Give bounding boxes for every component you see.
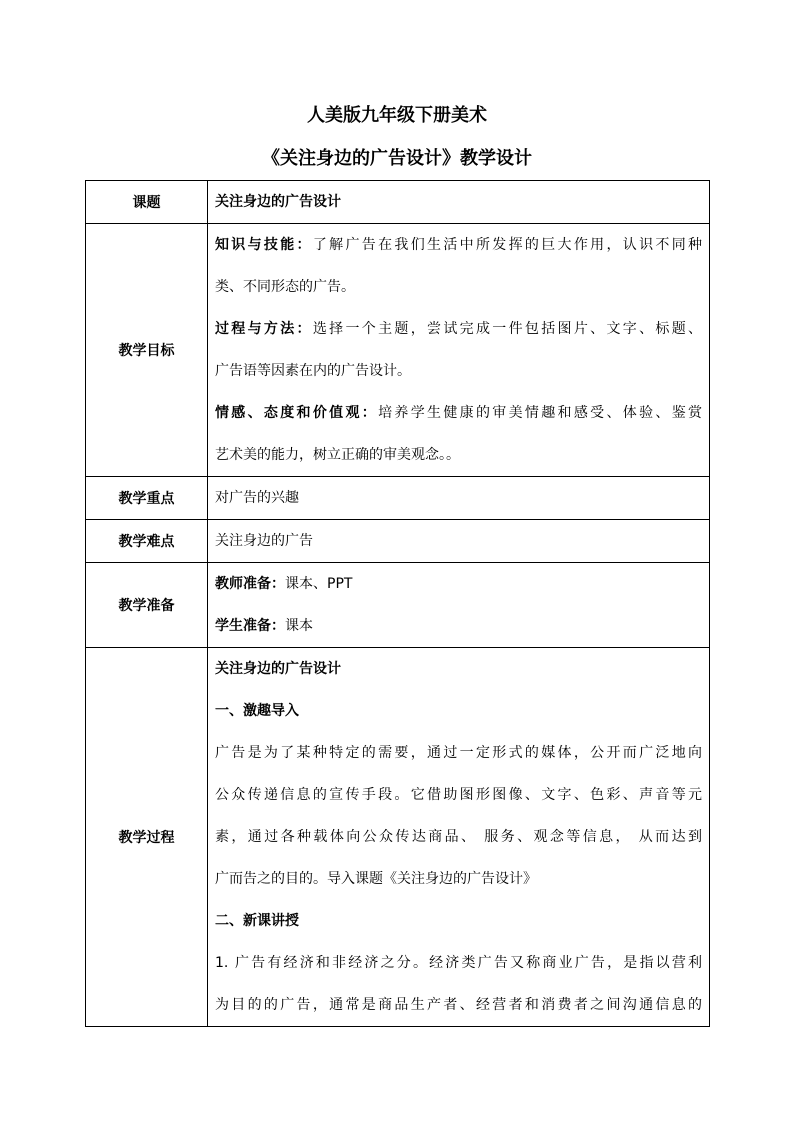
teacher-preparation: [215, 563, 702, 605]
section1-line1: 广告是为了某种特定的需要，通过一定形式的媒体，公开而广泛地向: [215, 745, 702, 761]
row-key-point: [86, 477, 710, 520]
row-difficulty: [86, 520, 710, 563]
label-topic: 课题: [86, 181, 208, 224]
document-title-line1: 人美版九年级下册美术: [307, 105, 487, 126]
objective-process-line1: [215, 308, 702, 350]
label-key-point: 教学重点: [86, 477, 208, 520]
objective-emotion-line1: [215, 392, 702, 434]
label-difficulty: 教学难点: [86, 520, 208, 563]
label-process: 教学过程: [86, 648, 208, 1027]
topic-value: 关注身边的广告设计: [215, 194, 341, 210]
section1-line2: 公众传递信息的宣传手段。它借助图形图像、文字、色彩、声音等元: [215, 787, 702, 803]
cell-key-point: [208, 477, 710, 520]
objective-emotion-label: 情感、态度和价值观：: [215, 405, 379, 421]
row-topic: [86, 181, 710, 224]
objective-knowledge-line1: [215, 224, 702, 266]
objective-emotion-line2: 艺术美的能力，树立正确的审美观念。。: [215, 447, 460, 463]
lesson-plan-table: [85, 180, 710, 1027]
objective-process-text1: 选择一个主题，尝试完成一件包括图片、文字、标题、: [312, 321, 702, 337]
cell-preparation: [208, 563, 710, 648]
objective-process-line2: 广告语等因素在内的广告设计。: [215, 363, 411, 379]
difficulty-value: 关注身边的广告: [215, 533, 313, 549]
row-preparation: [86, 563, 710, 648]
label-preparation: 教学准备: [86, 563, 208, 648]
objective-knowledge-text1: 了解广告在我们生活中所发挥的巨大作用，认识不同种: [312, 237, 702, 253]
teacher-preparation-value: 课本、PPT: [285, 576, 353, 592]
cell-difficulty: [208, 520, 710, 563]
objective-knowledge-line2: 类、不同形态的广告。: [215, 279, 355, 295]
cell-topic: [208, 181, 710, 224]
objective-knowledge-label: 知识与技能：: [215, 237, 313, 253]
objective-emotion-text1: 培养学生健康的审美情趣和感受、体验、鉴赏: [378, 405, 702, 421]
section2-heading: 二、新课讲授: [215, 913, 299, 929]
section1-line3: 素，通过各种载体向公众传达商品、 服务、观念等信息， 从而达到: [215, 829, 702, 845]
objective-process-label: 过程与方法：: [215, 321, 313, 337]
cell-objectives: [208, 224, 710, 477]
process-lesson-title: 关注身边的广告设计: [215, 661, 341, 677]
student-preparation-value: 课本: [285, 618, 313, 634]
cell-process: [208, 648, 710, 1027]
row-objectives: [86, 224, 710, 477]
section2-line1: 1. 广告有经济和非经济之分。经济类广告又称商业广告，是指以营利: [215, 955, 702, 971]
document-title-line2: 《关注身边的广告设计》教学设计: [262, 148, 532, 169]
key-point-value: 对广告的兴趣: [215, 490, 299, 506]
label-objectives: 教学目标: [86, 224, 208, 477]
student-preparation: [215, 605, 702, 647]
student-preparation-label: 学生准备：: [215, 618, 285, 634]
row-process: [86, 648, 710, 1027]
teacher-preparation-label: 教师准备：: [215, 576, 285, 592]
section1-line4: 广而告之的目的。导入课题《关注身边的广告设计》: [215, 871, 537, 887]
section1-heading: 一、激趣导入: [215, 703, 299, 719]
section2-line2: 为目的的广告，通常是商品生产者、经营者和消费者之间沟通信息的: [215, 997, 702, 1013]
